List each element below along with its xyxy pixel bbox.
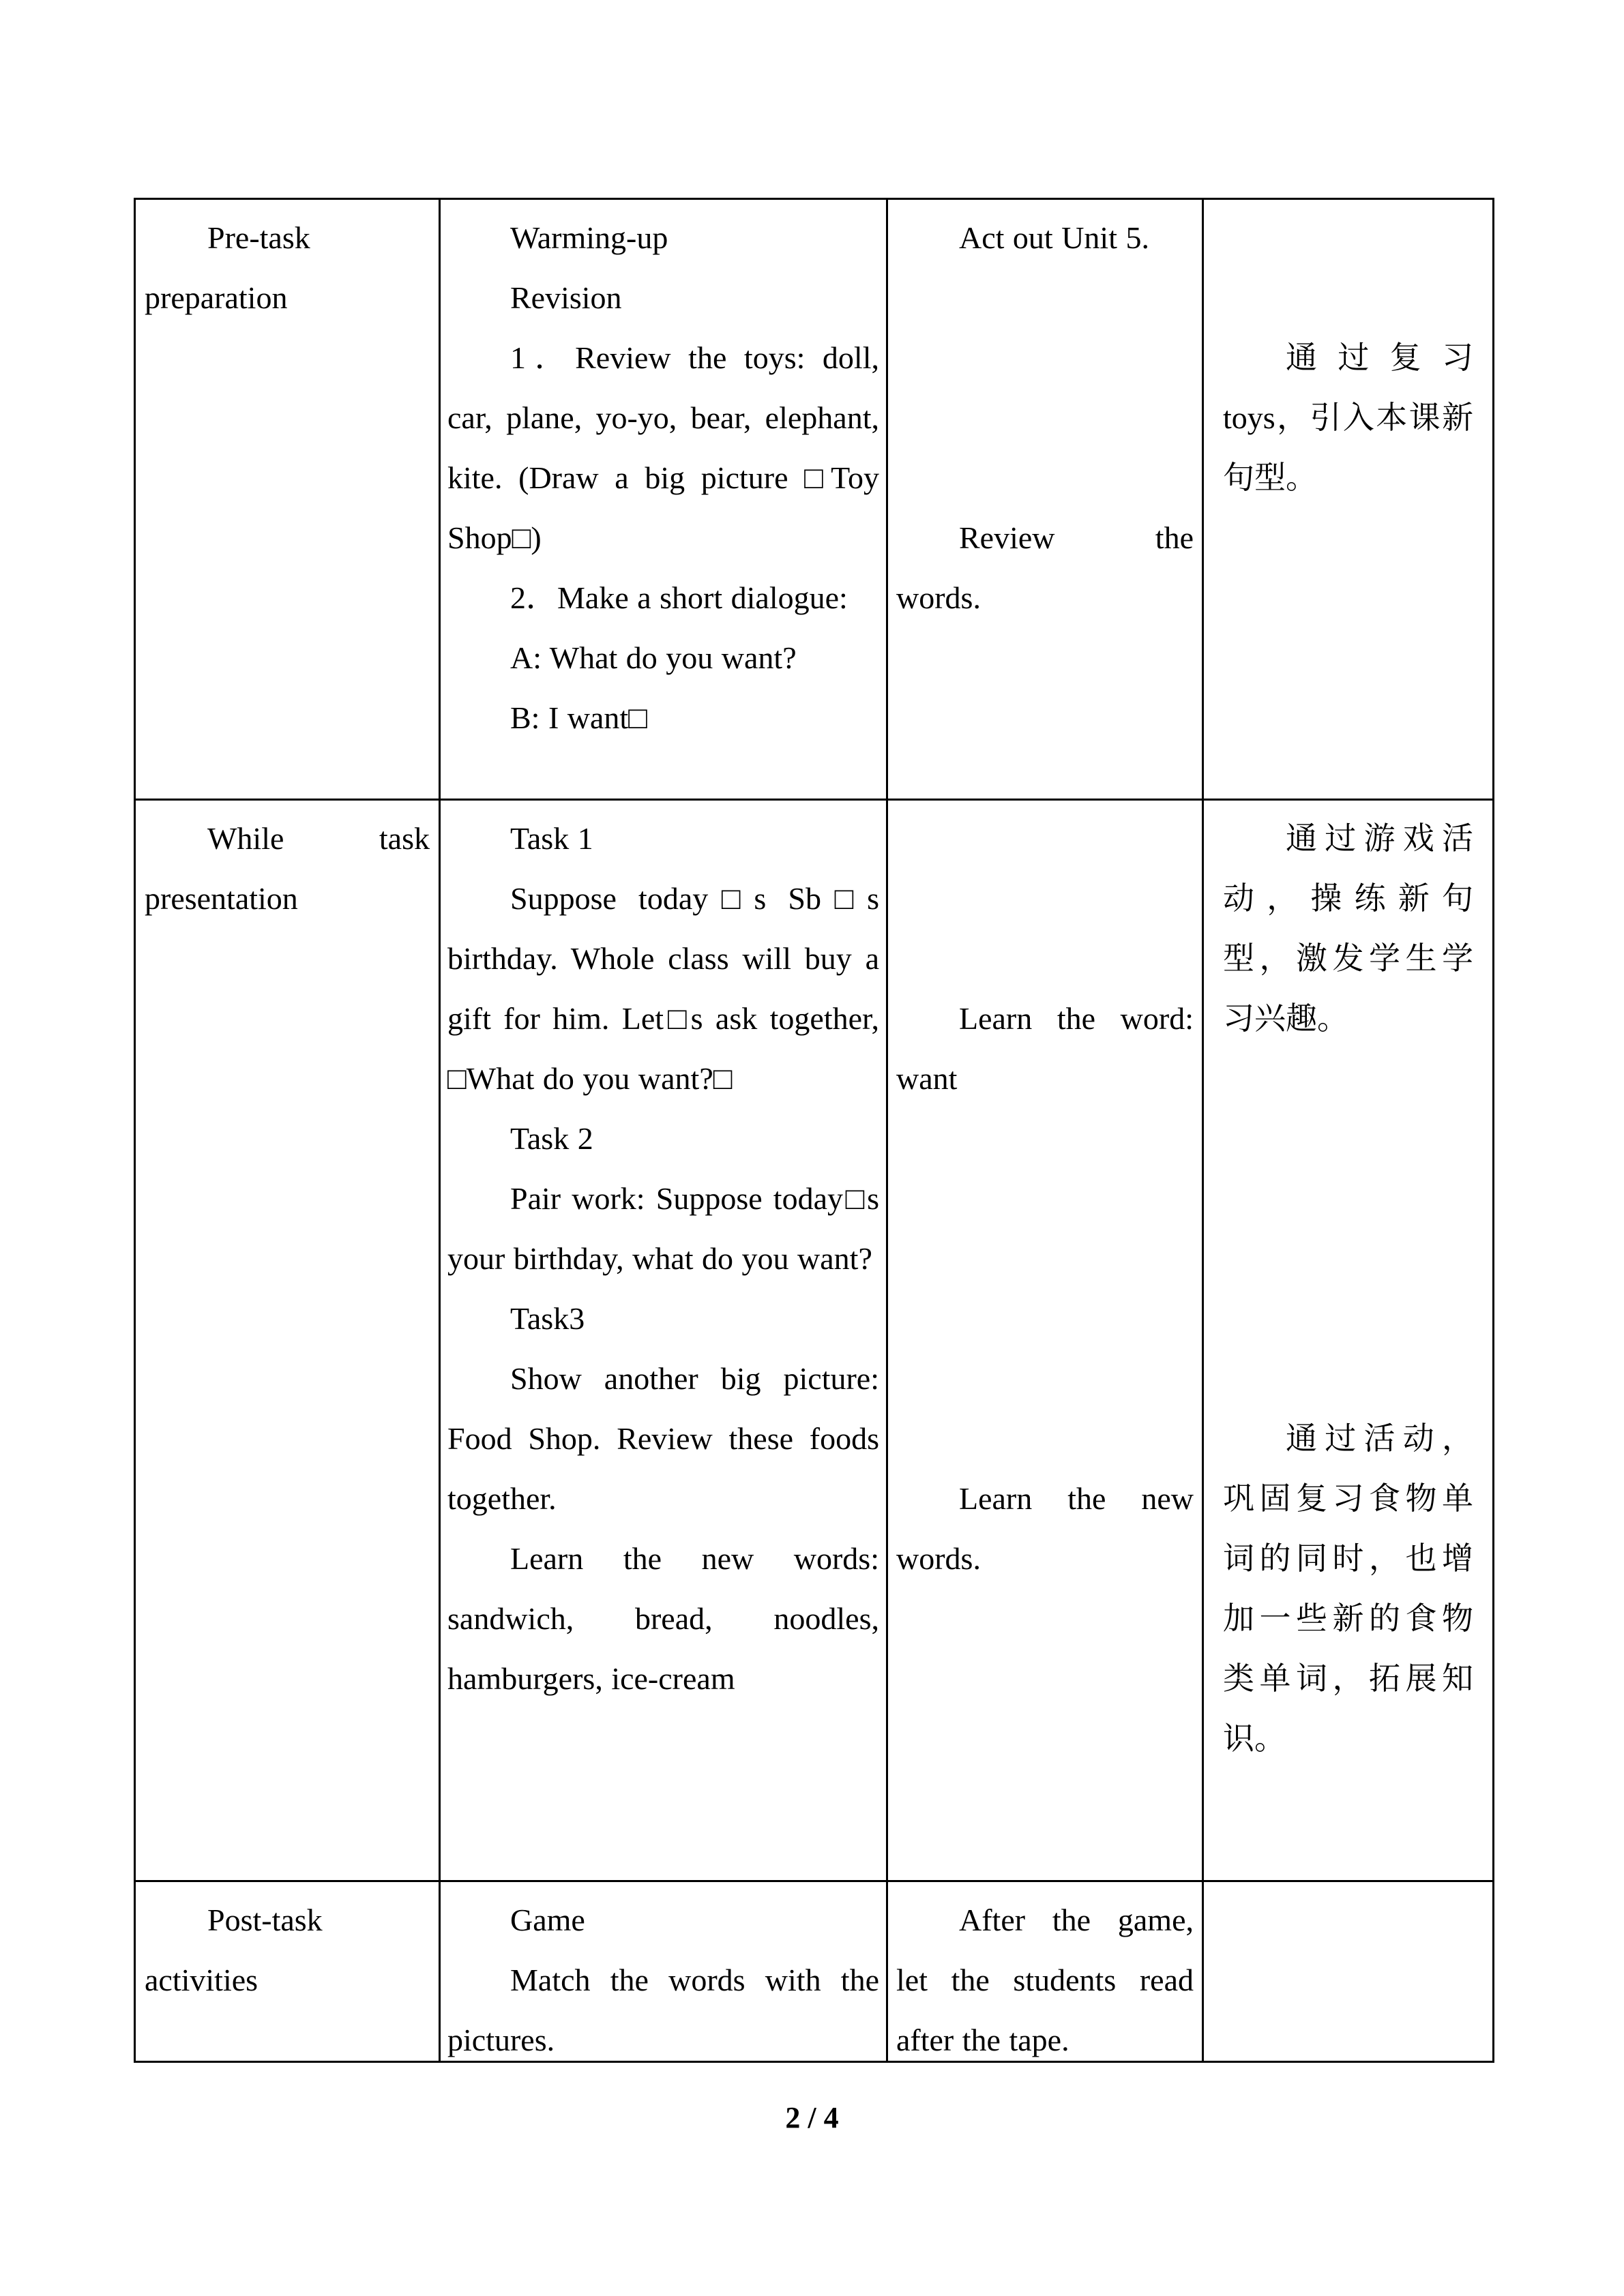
table-row [135, 800, 1494, 1881]
lesson-plan-table [134, 198, 1494, 2063]
table-cell-student-activity-row2 [887, 800, 1203, 1881]
cell-content [896, 1890, 1194, 2061]
cell-content [145, 809, 430, 1873]
paragraph: Act out Unit 5. [959, 220, 1149, 255]
paragraph: 通过活动，巩固复习食物单词的同时，也增加一些新的食物类单词，拓展知识。 [1223, 1421, 1473, 1756]
table-row [135, 199, 1494, 800]
paragraph: Task 2 [510, 1121, 593, 1156]
cell-content [447, 809, 879, 1873]
table-cell-teacher-activity-row1 [440, 199, 887, 800]
paragraph: Learn the new words. [896, 1481, 1194, 1576]
table-cell-student-activity-row1 [887, 199, 1203, 800]
paragraph: A: What do you want? [510, 640, 797, 675]
paragraph: Learn the new words: sandwich, bread, noodles, hamburgers, ice-cream [447, 1541, 879, 1696]
paragraph: Match the words with the pictures. [447, 1963, 879, 2057]
paragraph: While task presentation [145, 821, 430, 916]
paragraph: Pair work: Suppose today□s your birthday, what do you want? [447, 1181, 879, 1276]
page-number: 2 / 4 [785, 2101, 839, 2134]
paragraph: 通过游戏活动，操练新句型，激发学生学习兴趣。 [1223, 821, 1473, 1036]
table-cell-purpose-row1 [1203, 199, 1494, 800]
table-cell-purpose-row3 [1203, 1881, 1494, 2062]
table-cell-teacher-activity-row2 [440, 800, 887, 1881]
paragraph: Learn the word: want [896, 1001, 1194, 1096]
cell-content [1223, 208, 1473, 792]
spacer [896, 809, 1194, 989]
cell-content [1223, 809, 1473, 1873]
paragraph: Revision [510, 280, 622, 315]
cell-content [145, 208, 430, 792]
cell-content [1223, 1890, 1473, 2061]
paragraph: 1．Review the toys: doll, car, plane, yo-yo, bear, elephant, kite. (Draw a big picture □Toy Shop□) [447, 340, 879, 555]
cell-content [447, 1890, 879, 2061]
paragraph: Warming-up [510, 220, 668, 255]
paragraph: Show another big picture: Food Shop. Review these foods together. [447, 1361, 879, 1516]
paragraph: 2．Make a short dialogue: [510, 580, 848, 615]
cell-content [447, 208, 879, 792]
paragraph: Review the words. [896, 520, 1194, 615]
cell-content [145, 1890, 430, 2061]
paragraph: Pre-task preparation [145, 220, 310, 315]
spacer [896, 268, 1194, 508]
cell-content [896, 809, 1194, 1873]
spacer [1223, 208, 1473, 328]
cell-content [896, 208, 1194, 792]
spacer [896, 1109, 1194, 1469]
table-row [135, 1881, 1494, 2062]
paragraph: Task 1 [510, 821, 593, 856]
paragraph: Game [510, 1903, 585, 1937]
paragraph: Post-task activities [145, 1903, 323, 1997]
table-cell-student-activity-row3 [887, 1881, 1203, 2062]
table-cell-stage-row1 [135, 199, 440, 800]
paragraph: Task3 [510, 1301, 585, 1336]
table-cell-stage-row3 [135, 1881, 440, 2062]
paragraph: 通过复习toys，引入本课新句型。 [1223, 340, 1473, 495]
table-cell-purpose-row2 [1203, 800, 1494, 1881]
paragraph: After the game, let the students read after the tape. [896, 1903, 1194, 2057]
paragraph: B: I want□ [510, 700, 647, 735]
table-cell-teacher-activity-row3 [440, 1881, 887, 2062]
table-cell-stage-row2 [135, 800, 440, 1881]
spacer [1223, 1049, 1473, 1409]
paragraph: Suppose today□s Sb□s birthday. Whole class will buy a gift for him. Let□s ask together, □What do you want?□ [447, 881, 879, 1096]
